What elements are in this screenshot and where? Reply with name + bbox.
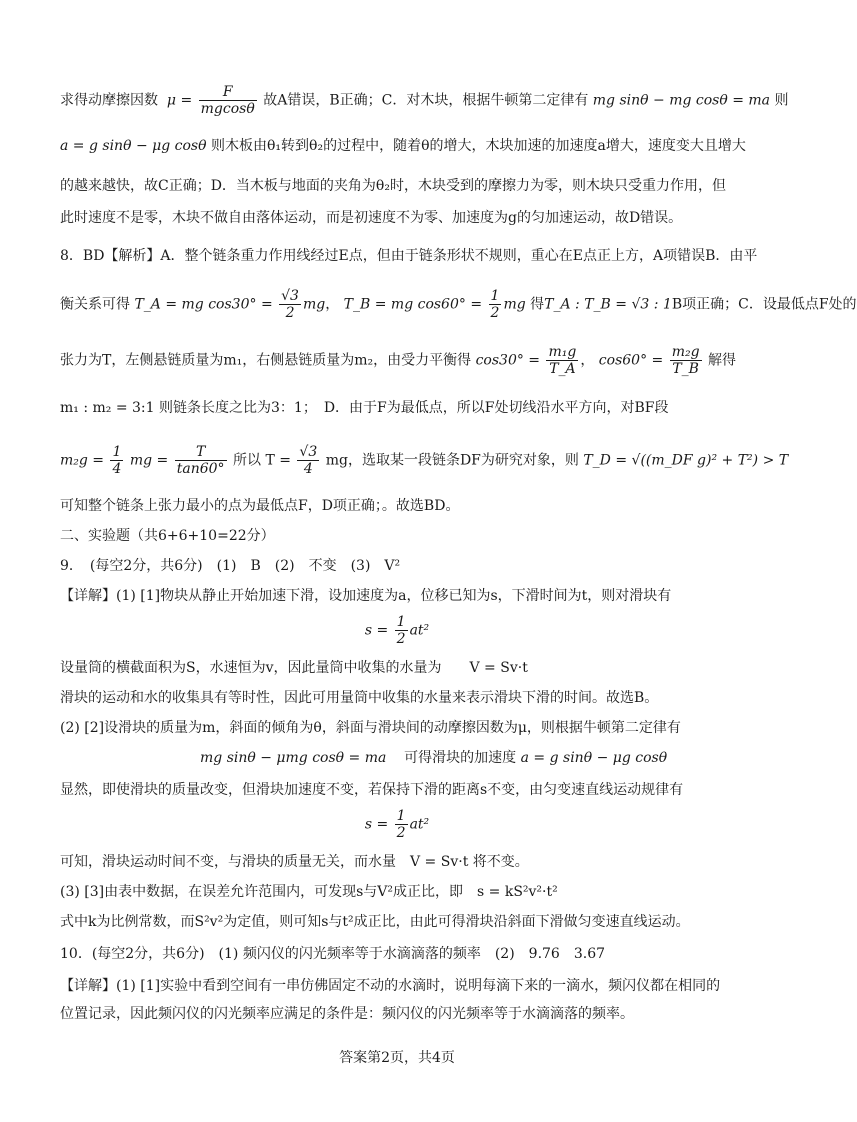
line-5: 8．BD【解析】A．整个链条重力作用线经过E点，但由于链条形状不规则，重心在E点正上方，A项错误B．由平 [60, 248, 758, 264]
line-10: 可知整个链条上张力最小的点为最低点F，D项正确；。故选BD。 [60, 498, 460, 514]
formula-s-1: s = $\frac{1}{2}$ at² [364, 614, 430, 647]
line-13: 【详解】(1) [1]物块从静止开始加速下滑，设加速度为a，位移已知为s，下滑时间为t，则对滑块有 [60, 588, 672, 604]
line-8: m₁ : m₂ = 3:1 则链条长度之比为3：1； D．由于F为最低点，所以F处切线沿水平方向，对BF段 [60, 400, 669, 416]
line-19: 显然，即使滑块的质量改变，但滑块加速度不变，若保持下滑的距离s不变，由匀变速直线运动规律有 [60, 782, 684, 798]
line-3: 的越来越快，故C正确；D．当木板与地面的夹角为θ₂时，木块受到的摩擦力为零，则木块只受重力作用，但 [60, 178, 726, 194]
q9-answer: 9． (每空2分，共6分) (1) B (2) 不变 (3) V² [60, 558, 401, 574]
formula-s-2: s = $\frac{1}{2}$ at² [364, 808, 430, 841]
q10-answer: 10．(每空2分，共6分) (1) 频闪仪的闪光频率等于水滴滴落的频率 (2) 9.76 3.67 [60, 946, 606, 962]
line-25: 【详解】(1) [1]实验中看到空间有一串仿佛固定不动的水滴时，说明每滴下来的一滴水，频闪仪都在相同的 [60, 978, 721, 994]
line-9: m₂g = $\frac{1}{4}$ mg = $\frac{T}{\tan 60^\circ}$ 所以 T = $\frac{√3}{4}$ mg，选取某一段链条DF为研究对象，则 T_D = √((m_DF g)² + T²) > T [60, 444, 789, 477]
line-1: 求得动摩擦因数 μ = $\frac{F}{mgcos\theta}$ 故A错误，B正确；C．对木块，根据牛顿第二定律有 mg sinθ − mg cosθ = ma 则 [60, 84, 789, 117]
line-6: 衡关系可得 T_A = mg cos30° = $\frac{√3}{2}$ mg， T_B = mg cos60° = $\frac{1}{2}$ mg 得T_A : T_B = √3 : 1B项正确；C．设最低点F处的 [60, 288, 857, 321]
line-22: (3) [3]由表中数据，在误差允许范围内，可发现s与V²成正比，即 s = kS²v²·t² [60, 884, 558, 900]
line-18: mg sinθ − μmg cosθ = ma 可得滑块的加速度 a = g sinθ − μg cosθ [200, 750, 668, 766]
page-footer: 答案第2页，共4页 [339, 1050, 455, 1066]
line-21: 可知，滑块运动时间不变，与滑块的质量无关，而水量 V = Sv·t 将不变。 [60, 854, 529, 870]
line-7: 张力为T，左侧悬链质量为m₁，右侧悬链质量为m₂，由受力平衡得 cos30° = $\frac{\text{m₁g}}{T\_A}$ ， cos60° = $\frac{\text{m₂g}}{T\_B}$ 解得 [60, 344, 737, 377]
friction-fraction: $\frac{F}{mgcos\theta}$ [200, 84, 255, 117]
line-15: 设量筒的横截面积为S，水速恒为v，因此量筒中收集的水量为 V = Sv·t [60, 660, 528, 676]
section-heading: 二、实验题（共6+6+10=22分） [60, 528, 275, 544]
line-16: 滑块的运动和水的收集具有等时性，因此可用量筒中收集的水量来表示滑块下滑的时间。故选B。 [60, 690, 659, 706]
line-17: (2) [2]设滑块的质量为m，斜面的倾角为θ，斜面与滑块间的动摩擦因数为μ，则根据牛顿第二定律有 [60, 720, 681, 736]
line-26: 位置记录，因此频闪仪的闪光频率应满足的条件是：频闪仪的闪光频率等于水滴滴落的频率。 [60, 1006, 634, 1022]
line-4: 此时速度不是零，木块不做自由落体运动，而是初速度不为零、加速度为g的匀加速运动，故D错误。 [60, 210, 683, 226]
line-2: a = g sinθ − μg cosθ 则木板由θ₁转到θ₂的过程中，随着θ的增大，木块加速的加速度a增大，速度变大且增大 [60, 138, 746, 154]
line-23: 式中k为比例常数，而S²v²为定值，则可知s与t²成正比，由此可得滑块沿斜面下滑做匀变速直线运动。 [60, 914, 690, 930]
